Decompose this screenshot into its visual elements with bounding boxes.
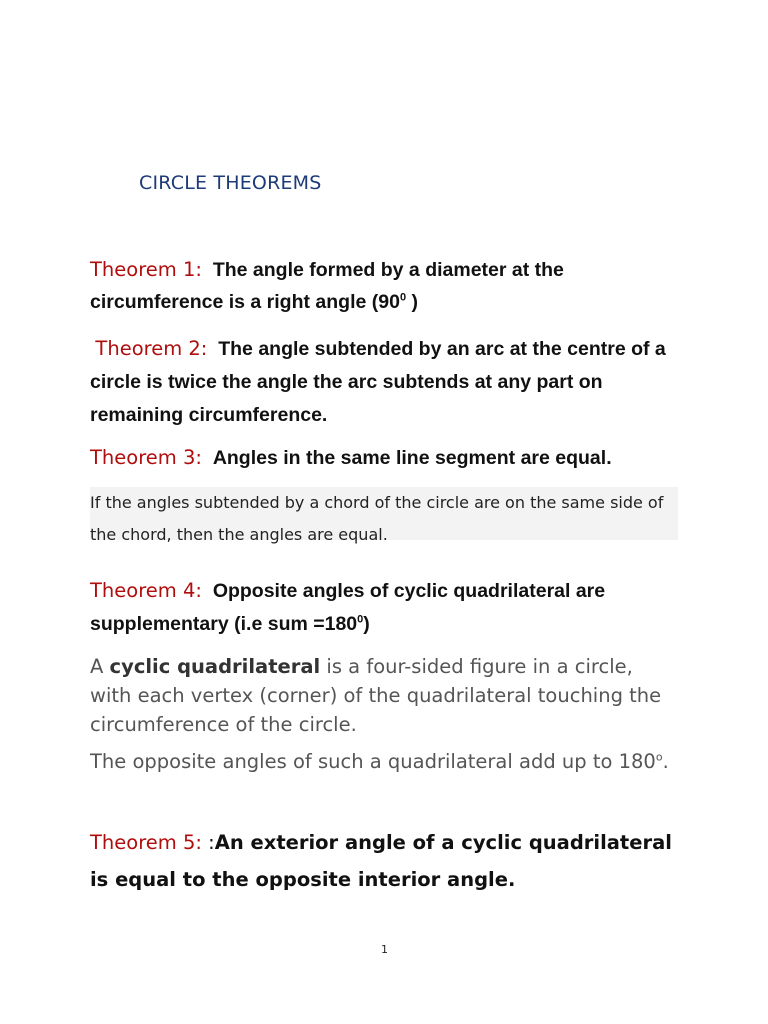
opposite-angles-text: The opposite angles of such a quadrilateral add up to 180	[90, 750, 656, 773]
cq-term: cyclic quadrilateral	[109, 655, 321, 678]
theorem-5-text: An exterior angle of a cyclic quadrilateral is equal to the opposite interior angle.	[90, 831, 672, 891]
theorem-1-superscript: 0	[399, 291, 407, 304]
page-number: 1	[381, 943, 388, 956]
theorem-4-suffix: )	[363, 613, 370, 635]
document-title: CIRCLE THEOREMS	[139, 172, 322, 194]
theorem-2	[90, 332, 690, 432]
theorem-3-text: Angles in the same line segment are equal.	[212, 447, 612, 469]
degree-symbol: o	[655, 750, 663, 764]
opposite-angles-end: .	[662, 750, 669, 773]
theorem-1	[90, 254, 690, 318]
theorem-3-note: If the angles subtended by a chord of the circle are on the same side of the chord, then the angles are equal.	[90, 487, 678, 540]
theorem-5-separator: :	[201, 831, 215, 854]
cq-definition: is a four-sided figure in a circle, with each vertex (corner) of the quadrilateral touching the circumference of the circle.	[90, 655, 662, 736]
opposite-angles-statement	[90, 747, 680, 776]
cq-prefix: A	[90, 655, 110, 678]
theorem-5	[90, 824, 680, 898]
theorem-4-label: Theorem 4:	[90, 579, 202, 602]
theorem-2-text: The angle subtended by an arc at the centre of a circle is twice the angle the arc subtends at any part on remaining circumference.	[90, 338, 666, 426]
theorem-4-superscript: 0	[357, 613, 364, 626]
theorem-5-label: Theorem 5:	[90, 831, 202, 854]
theorem-1-label: Theorem 1:	[90, 258, 202, 281]
theorem-3	[90, 443, 690, 473]
theorem-1-text: The angle formed by a diameter at the circumference is a right angle (90	[90, 259, 564, 313]
theorem-1-suffix: )	[406, 291, 418, 313]
theorem-4-text: Opposite angles of cyclic quadrilateral are supplementary (i.e sum =180	[90, 580, 606, 635]
theorem-3-label: Theorem 3:	[90, 446, 202, 469]
cyclic-quadrilateral-definition	[90, 652, 680, 739]
theorem-2-label: Theorem 2:	[95, 337, 208, 360]
theorem-4	[90, 574, 690, 641]
